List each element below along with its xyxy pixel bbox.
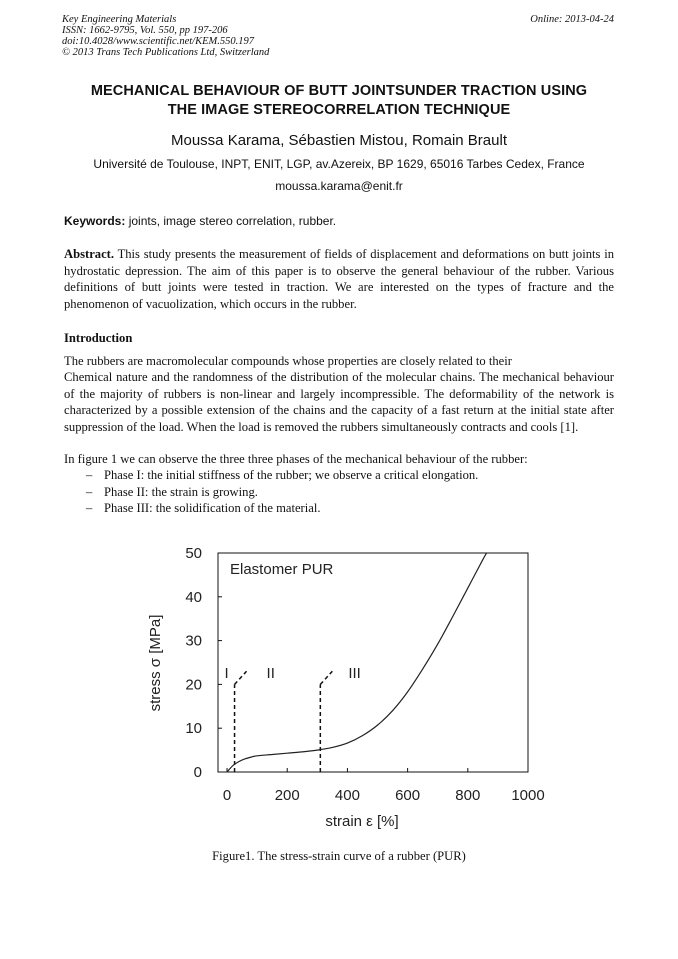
title-line-1: MECHANICAL BEHAVIOUR OF BUTT JOINTSUNDER TRACTION USING (90, 83, 588, 99)
keywords-text: joints, image stereo correlation, rubber. (125, 214, 337, 228)
intro-paragraph-line1: The rubbers are macromolecular compounds whose properties are closely related to their (64, 354, 512, 368)
abstract-label: Abstract. (64, 247, 115, 261)
phase-label: II (266, 664, 275, 682)
phase-list (86, 467, 478, 517)
phase-2-text: Phase II: the strain is growing. (104, 484, 258, 499)
x-axis-label: strain ε [%] (325, 813, 399, 830)
x-tick-label: 0 (222, 787, 232, 804)
section-heading-introduction: Introduction (64, 331, 133, 345)
authors: Moussa Karama, Sébastien Mistou, Romain Brault (171, 132, 507, 149)
issn: ISSN: 1662-9795, Vol. 550, pp 197-206 (62, 25, 228, 36)
y-tick-label: 30 (185, 632, 202, 650)
keywords-label: Keywords: (64, 214, 126, 228)
abstract-text: This study presents the measurement of fields of displacement and deformations on butt joints in hydrostatic depression. The aim of this paper is to observe the general behaviour of the rubber. Various definitions of butt joints were tested in traction. We are interested on the types of fracture and the phenomenon of vacuolization, which occurs in the rubber. (64, 247, 614, 311)
x-tick-label: 1000 (511, 787, 545, 804)
journal-name: Key Engineering Materials (62, 14, 177, 25)
y-axis-label: stress σ [MPa] (147, 614, 164, 712)
keywords (64, 214, 336, 228)
title-line-2: THE IMAGE STEREOCORRELATION TECHNIQUE (167, 102, 511, 118)
stress-strain-curve (224, 553, 487, 772)
plot-frame (218, 553, 528, 772)
affiliation: Université de Toulouse, INPT, ENIT, LGP, av.Azereix, BP 1629, 65016 Tarbes Cedex, France (93, 157, 585, 171)
phase-label: I (224, 664, 229, 682)
doi: doi:10.4028/www.scientific.net/KEM.550.197 (62, 36, 254, 47)
abstract (64, 246, 614, 312)
y-tick-label: 20 (185, 676, 202, 694)
phase-1-text: Phase I: the initial stiffness of the rubber; we observe a critical elongation. (104, 468, 479, 482)
list-item (86, 484, 478, 501)
y-tick-label: 10 (185, 720, 202, 738)
y-tick-label: 50 (185, 545, 202, 562)
y-tick-label: 0 (193, 764, 202, 781)
y-tick-label: 40 (185, 588, 202, 606)
x-tick-label: 200 (274, 787, 300, 804)
stress-strain-chart (0, 540, 678, 840)
x-tick-label: 800 (455, 787, 481, 804)
chart-title: Elastomer PUR (230, 561, 334, 578)
phase-3-text: Phase III: the solidification of the material. (104, 501, 321, 516)
intro-paragraph-2: In figure 1 we can observe the three three phases of the mechanical behaviour of the rubber: (64, 452, 528, 466)
list-item (86, 467, 478, 484)
author-email: moussa.karama@enit.fr (275, 179, 403, 193)
phase-label: III (348, 664, 361, 682)
x-tick-label: 400 (334, 787, 360, 804)
phase-boundary-slant (320, 671, 332, 684)
intro-paragraph-body: Chemical nature and the randomness of the distribution of the molecular chains. The mechanical behaviour of the majority of rubbers is non-linear and largely incompressible. The deformability of the network is characterized by a possible extension of the chains and the capacity of a fast return at the initial state after suppression of the load. When the load is removed the rubbers simultaneously contracts and cools [1]. (64, 370, 614, 434)
x-tick-label: 600 (395, 787, 421, 804)
list-dash: – (86, 468, 93, 482)
list-item (86, 500, 478, 517)
list-dash: – (86, 484, 93, 499)
journal-metadata (62, 14, 269, 58)
copyright: © 2013 Trans Tech Publications Ltd, Switzerland (62, 47, 270, 58)
online-date: Online: 2013-04-24 (530, 14, 614, 25)
figure-1 (0, 540, 678, 845)
paper-title (40, 82, 638, 120)
list-dash: – (86, 501, 93, 516)
phase-boundary-slant (235, 671, 247, 684)
figure-caption: Figure1. The stress-strain curve of a rubber (PUR) (212, 849, 466, 863)
